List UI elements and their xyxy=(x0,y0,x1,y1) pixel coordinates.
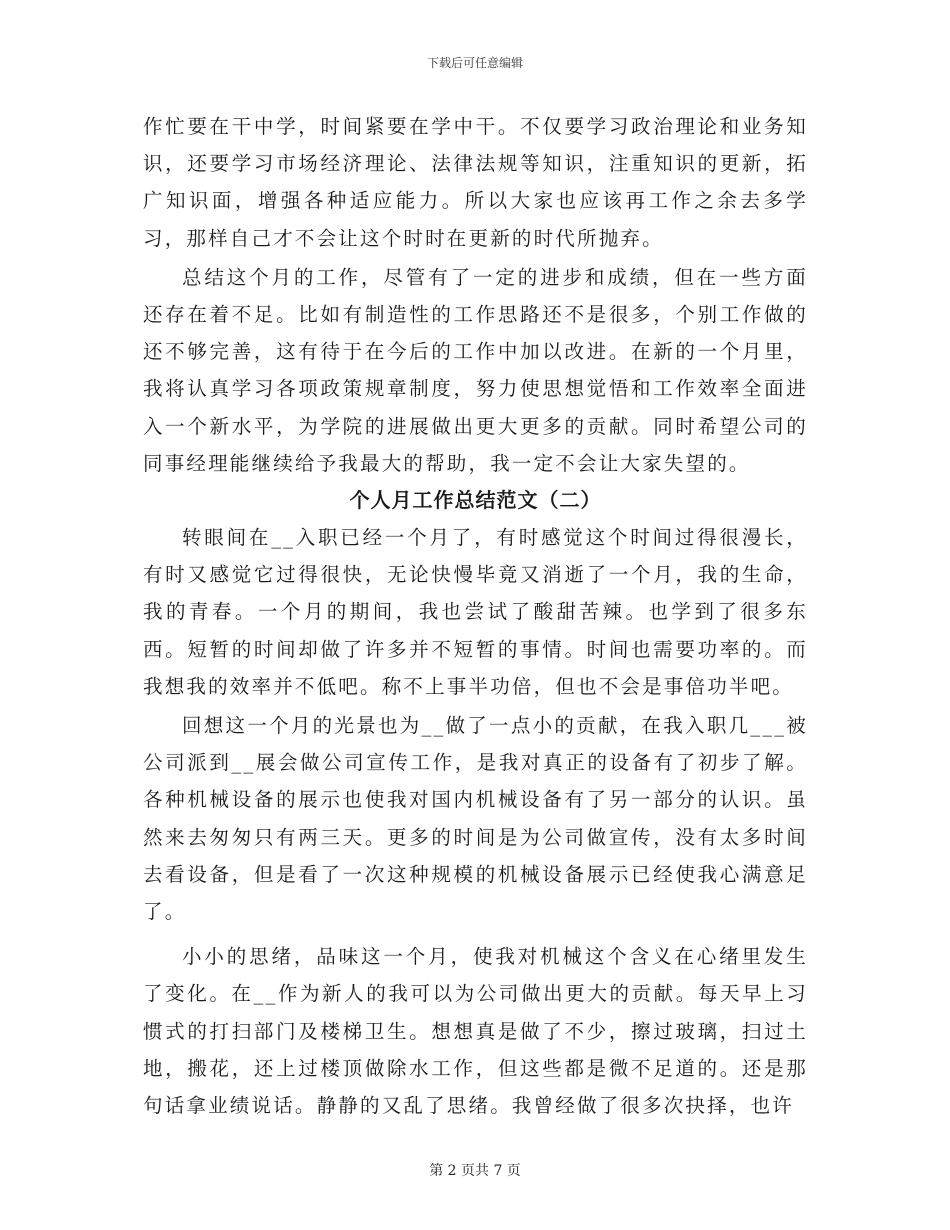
paragraph-section-1: 转眼间在__入职已经一个月了，有时感觉这个时间过得很漫长，有时又感觉它过得很快，无论快慢毕竟又消逝了一个月，我的生命，我的青春。一个月的期间，我也尝试了酸甜苦辣。也学到了很多东西。短暂的时间却做了许多并不短暂的事情。时间也需要功率的。而我想我的效率并不低吧。称不上事半功倍，但也不会是事倍功半吧。 xyxy=(143,526,808,698)
paragraph-summary: 总结这个月的工作，尽管有了一定的进步和成绩，但在一些方面还存在着不足。比如有制造性的工作思路还不是很多，个别工作做的还不够完善，这有待于在今后的工作中加以改进。在新的一个月里，我将认真学习各项政策规章制度，努力使思想觉悟和工作效率全面进入一个新水平，为学院的进展做出更大更多的贡献。同时希望公司的同事经理能继续给予我最大的帮助，我一定不会让大家失望的。 xyxy=(143,265,808,475)
section-title: 个人月工作总结范文（二） xyxy=(349,488,602,513)
document-body xyxy=(143,108,808,1124)
paragraph-section-2: 回想这一个月的光景也为__做了一点小的贡献，在我入职几___被公司派到__展会做公司宣传工作，是我对真正的设备有了初步了解。各种机械设备的展示也使我对国内机械设备有了另一部分的认识。虽然来去匆匆只有两三天。更多的时间是为公司做宣传，没有太多时间去看设备，但是看了一次这种规模的机械设备展示已经使我心满意足了。 xyxy=(143,714,808,924)
paragraph-continuation: 作忙要在干中学，时间紧要在学中干。不仅要学习政治理论和业务知识，还要学习市场经济理论、法律法规等知识，注重知识的更新，拓广知识面，增强各种适应能力。所以大家也应该再工作之余去多学习，那样自己才不会让这个时时在更新的时代所抛弃。 xyxy=(143,115,808,250)
page-header: 下载后可任意编辑 xyxy=(426,56,523,70)
page-footer: 第 2 页共 7 页 xyxy=(429,1163,521,1179)
paragraph-section-3: 小小的思绪，品味这一个月，使我对机械这个含义在心绪里发生了变化。在__作为新人的我可以为公司做出更大的贡献。每天早上习惯式的打扫部门及楼梯卫生。想想真是做了不少，擦过玻璃，扫过土地，搬花，还上过楼顶做除水工作，但这些都是微不足道的。还是那句话拿业绩说话。静静的又乱了思绪。我曾经做了很多次抉择，也许 xyxy=(143,945,808,1118)
